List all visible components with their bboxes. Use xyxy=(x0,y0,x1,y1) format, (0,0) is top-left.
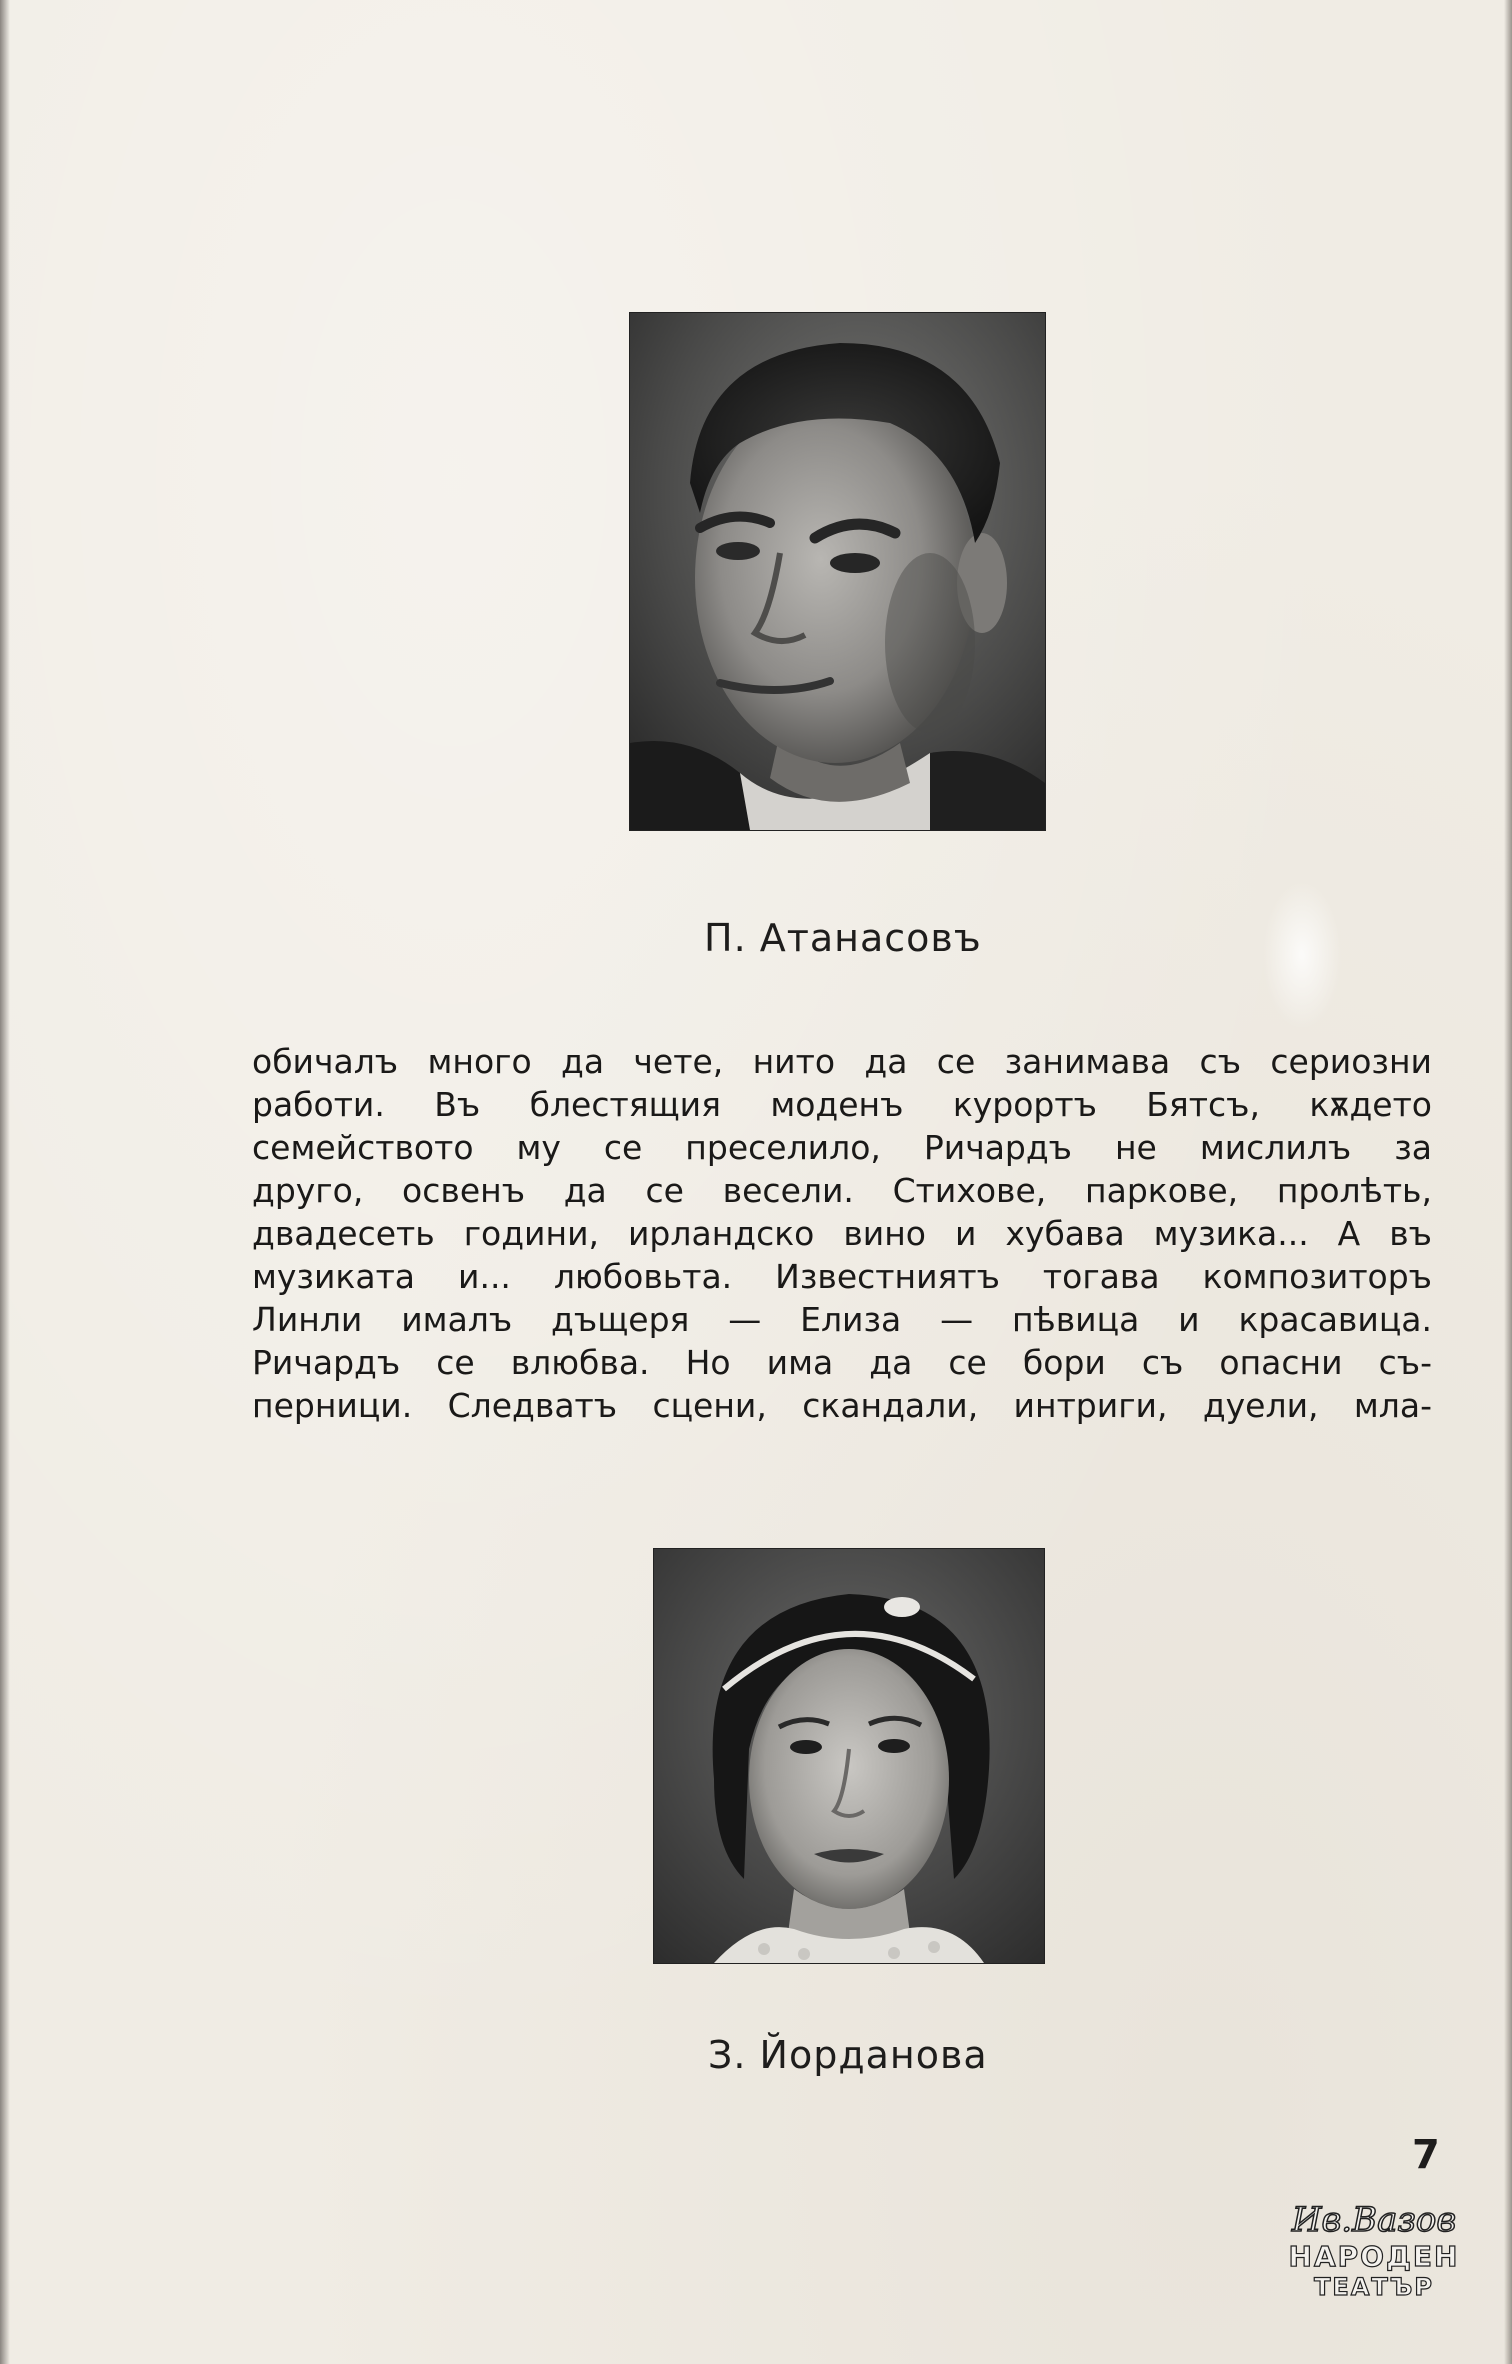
stamp-line: НАРОДЕН xyxy=(1288,2240,1460,2273)
stamp-signature: Ив.Вазов xyxy=(1291,2200,1457,2240)
text-line: перници. Следватъ сцени, скандали, интриги, дуели, мла- xyxy=(252,1386,1432,1425)
body-text xyxy=(252,1040,1432,1427)
text-line: обичалъ много да чете, нито да се занимава съ сериозни xyxy=(252,1042,1432,1081)
portrait-photo-yordanova xyxy=(654,1549,1044,1963)
page-number: 7 xyxy=(1412,2132,1440,2178)
female-portrait-image xyxy=(654,1549,1044,1963)
text-line: Линли ималъ дъщеря — Елиза — пѣвица и красавица. xyxy=(252,1300,1432,1339)
male-portrait-image xyxy=(630,313,1045,830)
page-edge-shadow xyxy=(1504,0,1512,2364)
photo-caption: З. Йорданова xyxy=(708,2033,988,2077)
text-line: семейството му се преселило, Ричардъ не мислилъ за xyxy=(252,1128,1432,1167)
text-line: работи. Въ блестящия моденъ курортъ Бятсъ, кѫдето xyxy=(252,1085,1432,1124)
stamp-line: ТЕАТЪР xyxy=(1314,2273,1434,2301)
portrait-photo-atanasov xyxy=(630,313,1045,830)
text-line: музиката и... любовьта. Известниятъ тогава композиторъ xyxy=(252,1257,1432,1296)
text-line: друго, освенъ да се весели. Стихове, паркове, пролѣть, xyxy=(252,1171,1432,1210)
text-line: Ричардъ се влюбва. Но има да се бори съ опасни съ- xyxy=(252,1343,1432,1382)
text-line: двадесеть години, ирландско вино и хубава музика... А въ xyxy=(252,1214,1432,1253)
page-edge-shadow xyxy=(0,0,10,2364)
library-stamp xyxy=(1288,2198,1460,2308)
photo-caption: П. Атанасовъ xyxy=(704,916,982,960)
